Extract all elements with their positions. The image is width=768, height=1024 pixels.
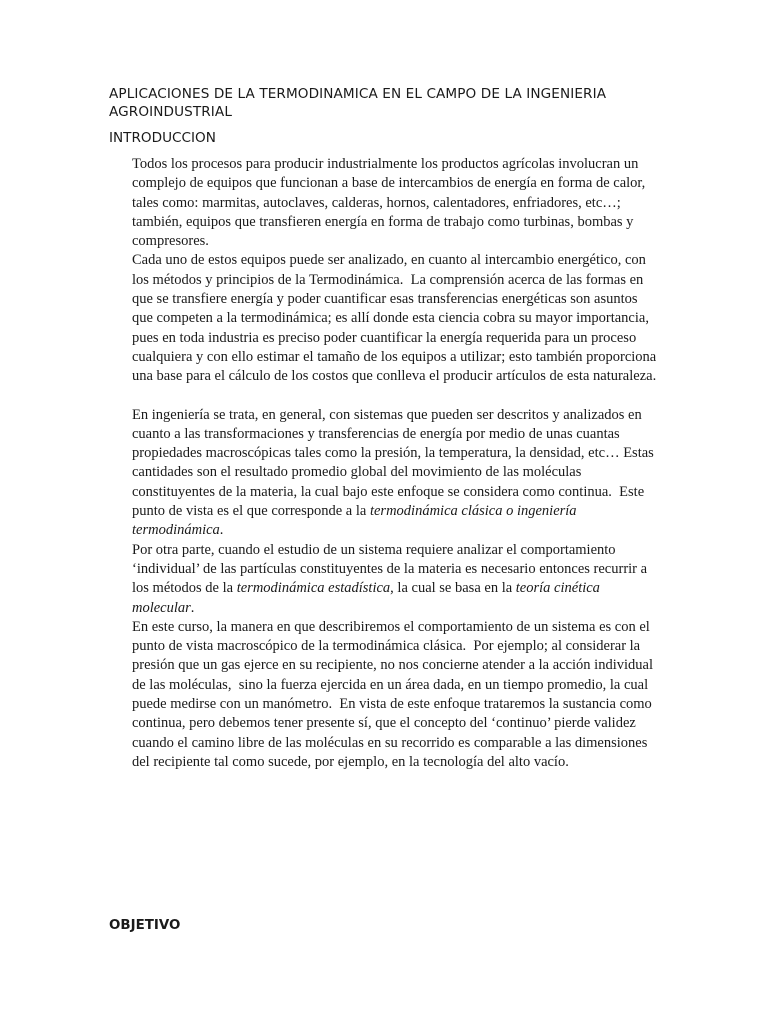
paragraph-3	[132, 406, 662, 541]
paragraph-3-italic: termodinámica clásica o ingeniería termodinámica	[132, 503, 581, 539]
paragraph-4-text: Por otra parte, cuando el estudio de un sistema requiere analizar el comportamiento ‘individual’ de las partículas constituyentes de la materia es necesario entonces recurrir a los métodos de la	[132, 541, 651, 597]
section-heading-objetivo: OBJETIVO	[109, 918, 181, 933]
paragraph-2: Cada uno de estos equipos puede ser analizado, en cuanto al intercambio energético, con los métodos y principios de la Termodinámica. La comprensión acerca de las formas en que se transfiere energía y poder cuantificar esas transferencias energéticas son asuntos que competen a la termodinámica; es allí donde esta ciencia cobra su mayor importancia, pues en toda industria es preciso poder cuantificar la energía requerida para un proceso cualquiera y con ello estimar el tamaño de los equipos a utilizar; esto también proporciona una base para el cálculo de los costos que conlleva el producir artículos de esta naturaleza.	[132, 252, 660, 385]
document-body	[132, 155, 662, 772]
document-title: APLICACIONES DE LA TERMODINAMICA EN EL CAMPO DE LA INGENIERIA AGROINDUSTRIAL	[109, 86, 607, 120]
paragraph-3-text: En ingeniería se trata, en general, con sistemas que pueden ser descritos y analizados en cuanto a las transformaciones y transferencias de energía por medio de unas cuantas propiedades macroscópicas tales como la presión, la temperatura, la densidad, etc… Estas cantidades son el resultado promedio global del movimiento de las moléculas constituyentes de la materia, la cual bajo este enfoque se considera como continua. Este punto de vista es el que corresponde a la	[132, 406, 658, 520]
section-heading-introduccion: INTRODUCCION	[109, 130, 216, 146]
paragraph-3-end: .	[219, 522, 224, 539]
paragraph-5: En este curso, la manera en que describiremos el comportamiento de un sistema es con el punto de vista macroscópico de la termodinámica clásica. Por ejemplo; al considerar la presión que un gas ejerce en su recipiente, no nos concierne atender a la acción individual de las moléculas, sino la fuerza ejercida en un área dada, en un tiempo promedio, la cual puede medirse con un manómetro. En vista de este enfoque trataremos la sustancia como continua, pero debemos tener presente sí, que el concepto del ‘continuo’ pierde validez cuando el camino libre de las moléculas en su recorrido es comparable a las dimensiones del recipiente tal como sucede, por ejemplo, en la tecnología del alto vacío.	[132, 618, 657, 770]
paragraph-4-italic-2: teoría cinética molecular	[132, 580, 604, 616]
paragraph-4-italic: termodinámica estadística	[236, 580, 391, 597]
paragraph-4-middle: , la cual se basa en la	[390, 580, 516, 597]
paragraph-4-end: .	[190, 599, 195, 616]
paragraph-4	[132, 541, 662, 618]
paragraph-spacer	[132, 387, 662, 406]
paragraph-1: Todos los procesos para producir industrialmente los productos agrícolas involucran un complejo de equipos que funcionan a base de intercambios de energía en forma de calor, tales como: marmitas, autoclaves, calderas, hornos, calentadores, enfriadores, etc…; también, equipos que transfieren energía en forma de trabajo como turbinas, bombas y compresores.	[132, 156, 653, 250]
